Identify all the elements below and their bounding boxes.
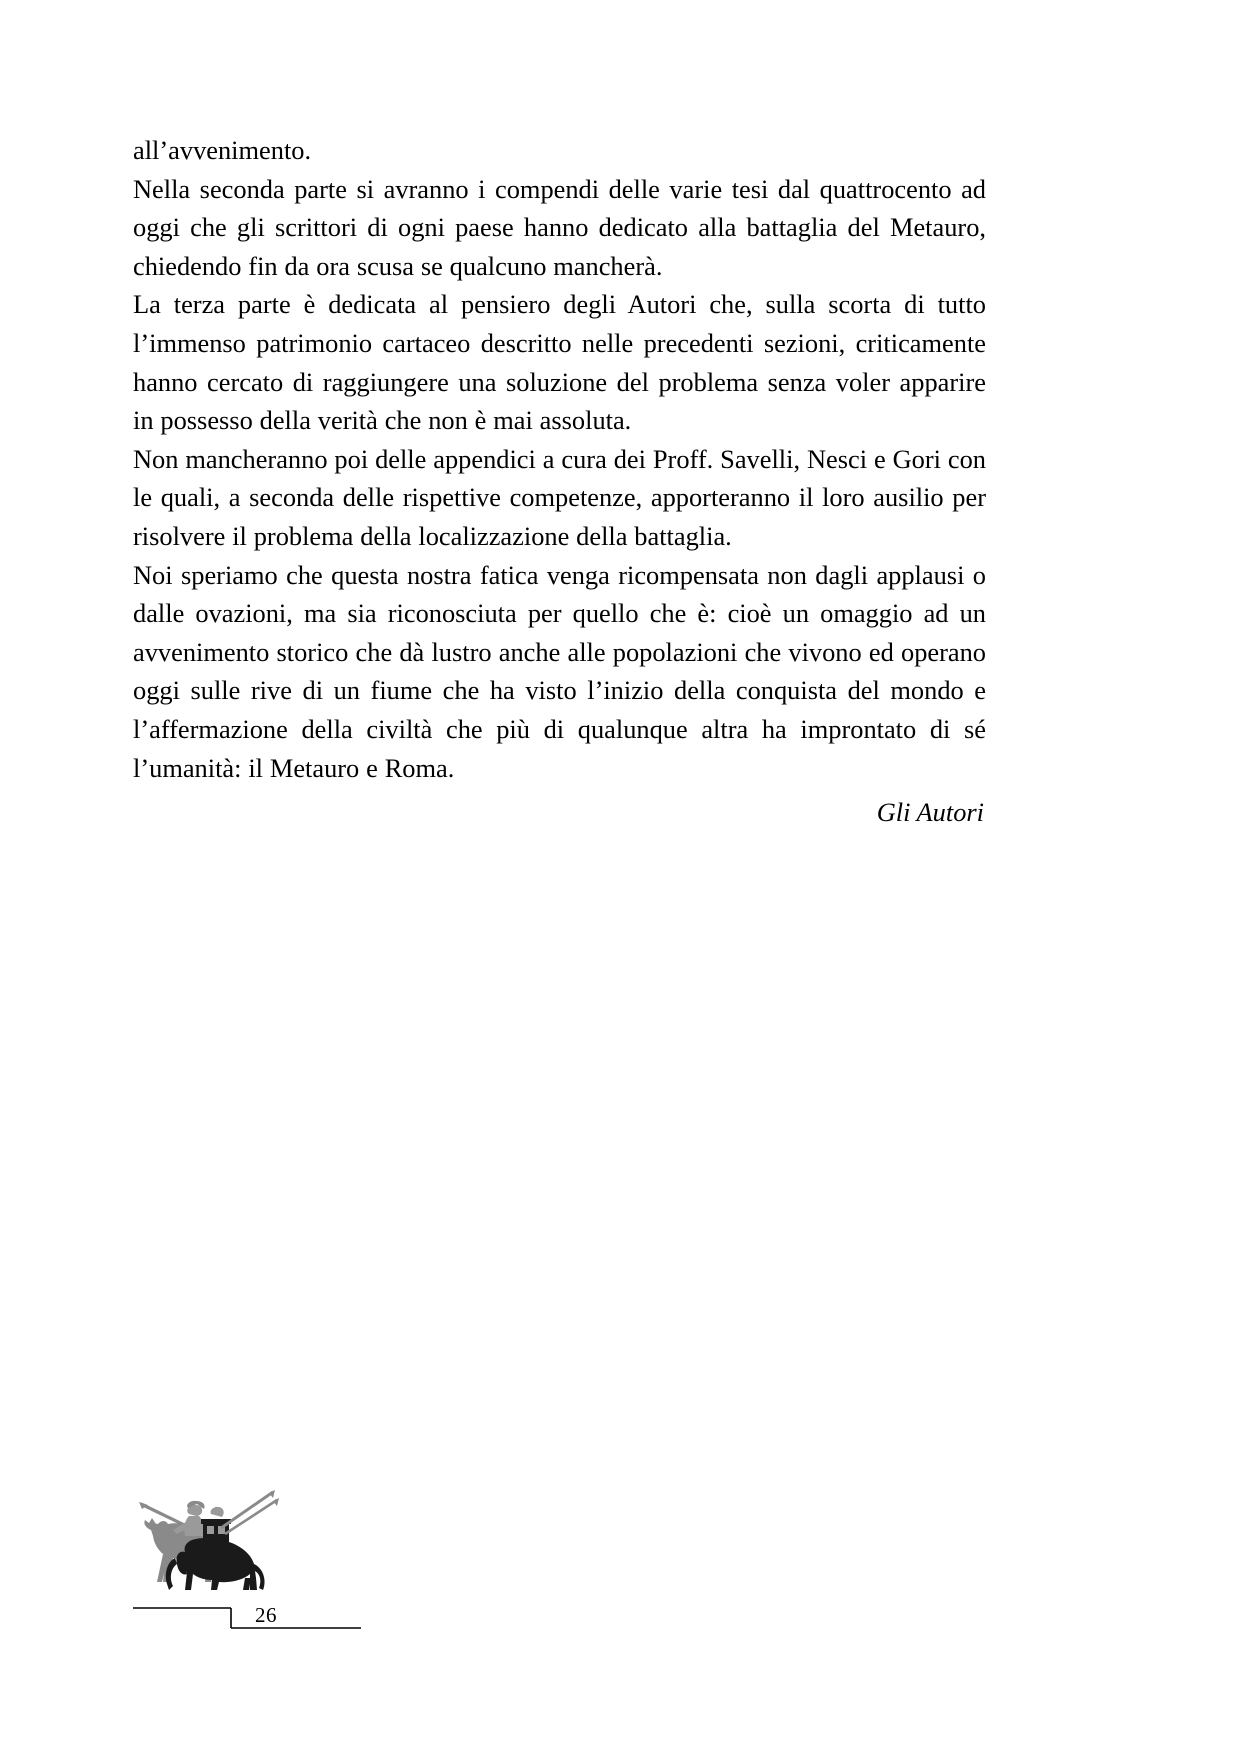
paragraph-5: Noi speriamo che questa nostra fatica venga ricompensata non dagli applausi o dalle ovazioni, ma sia riconosciuta per quello che è: cioè un omaggio ad un avvenimento storico che dà lustro anche alle popolazioni che vivono ed operano oggi sulle rive di un fiume che ha visto l’inizio della conquista del mondo e l’affermazione della civiltà che più di qualunque altra ha improntato di sé l’umanità: il Metauro e Roma. [133,559,986,783]
authors-signature: Gli Autori [876,797,984,828]
footer-stepped-rule [133,1604,423,1638]
page-footer [133,1486,433,1636]
horseman-and-war-elephant-icon [133,1486,318,1606]
paragraph-1: all’avvenimento. [133,135,312,165]
paragraph-2: Nella seconda parte si avranno i compendi delle varie tesi dal quattrocento ad oggi che gli scrittori di ogni paese hanno dedicato alla battaglia del Metauro, chiedendo fin da ora scusa se qualcuno mancherà. [133,173,986,281]
page-number: 26 [255,1603,277,1627]
body-text-block [133,131,986,832]
paragraph-3: La terza parte è dedicata al pensiero degli Autori che, sulla scorta di tutto l’immenso patrimonio cartaceo descritto nelle precedenti sezioni, criticamente hanno cercato di raggiungere una soluzione del problema senza voler apparire in possesso della verità che non è mai assoluta. [133,289,986,436]
paragraph-4: Non mancheranno poi delle appendici a cura dei Proff. Savelli, Nesci e Gori con le quali, a seconda delle rispettive competenze, apporteranno il loro ausilio per risolvere il problema della localizzazione della battaglia. [133,443,986,551]
